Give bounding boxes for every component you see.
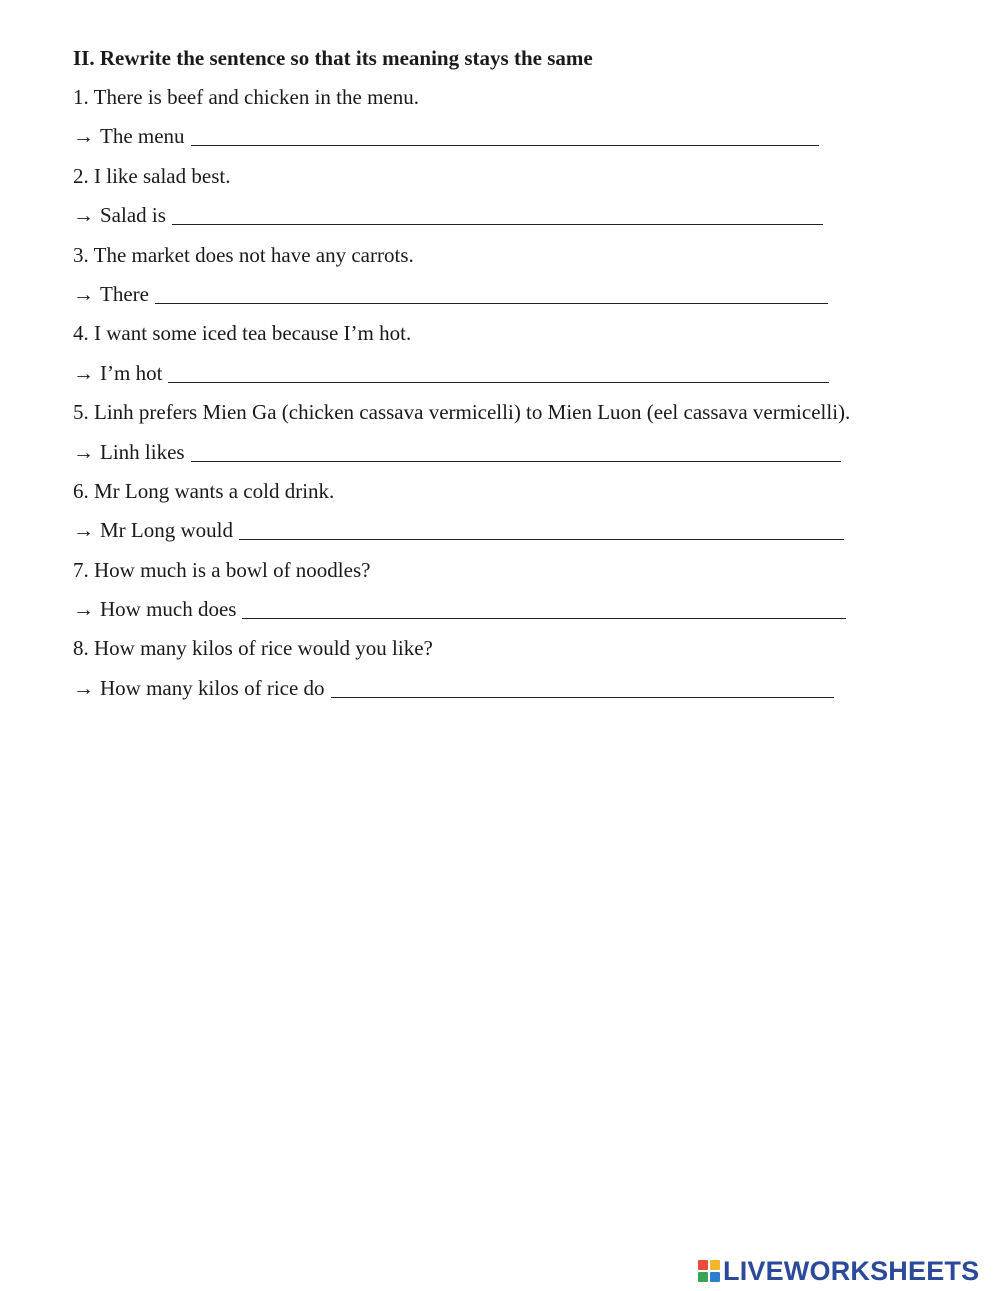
answer-blank[interactable]	[242, 596, 846, 619]
logo-mark-square	[710, 1260, 720, 1270]
answer-line	[73, 675, 973, 714]
question-item	[73, 84, 973, 163]
logo-mark-square	[698, 1272, 708, 1282]
answer-blank[interactable]	[155, 281, 828, 304]
answer-prompt: How much does	[100, 597, 237, 622]
answer-blank[interactable]	[172, 202, 823, 225]
answer-prompt: I’m hot	[100, 360, 163, 385]
question-item	[73, 320, 973, 399]
question-item	[73, 557, 973, 636]
answer-blank[interactable]	[168, 360, 829, 383]
logo-mark-square	[698, 1260, 708, 1270]
question-sentence	[73, 635, 973, 674]
answer-line	[73, 439, 973, 478]
question-sentence	[73, 242, 973, 281]
arrow-icon: →	[73, 203, 94, 228]
question-list	[73, 84, 973, 714]
sentence-text: 7. How much is a bowl of noodles?	[73, 557, 371, 582]
question-sentence	[73, 84, 973, 123]
question-item	[73, 163, 973, 242]
sentence-text: 5. Linh prefers Mien Ga (chicken cassava vermicelli) to Mien Luon (eel cassava vermicelli).	[73, 400, 851, 425]
worksheet-title: II. Rewrite the sentence so that its meaning stays the same	[73, 46, 593, 70]
answer-blank[interactable]	[191, 439, 841, 462]
arrow-icon: →	[73, 281, 94, 306]
question-sentence	[73, 163, 973, 202]
answer-prompt: How many kilos of rice do	[100, 675, 325, 700]
answer-line	[73, 517, 973, 556]
answer-line	[73, 281, 973, 320]
answer-blank[interactable]	[239, 517, 844, 540]
answer-blank[interactable]	[191, 123, 819, 146]
answer-prompt: Mr Long would	[100, 518, 233, 543]
answer-line	[73, 202, 973, 241]
sentence-text: 1. There is beef and chicken in the menu.	[73, 85, 419, 109]
question-item	[73, 242, 973, 321]
logo-text: LIVEWORKSHEETS	[723, 1256, 980, 1286]
sentence-text: 4. I want some iced tea because I’m hot.	[73, 321, 412, 346]
sentence-text: 2. I like salad best.	[73, 163, 231, 188]
arrow-icon: →	[73, 675, 94, 700]
question-item	[73, 399, 973, 478]
liveworksheets-logo	[698, 1255, 979, 1287]
question-item	[73, 478, 973, 557]
sentence-text: 3. The market does not have any carrots.	[73, 242, 414, 267]
answer-line	[73, 123, 973, 162]
answer-prompt: There	[100, 281, 149, 306]
answer-blank[interactable]	[331, 675, 834, 698]
arrow-icon: →	[73, 124, 94, 149]
question-sentence	[73, 399, 973, 438]
arrow-icon: →	[73, 439, 94, 464]
answer-prompt: Linh likes	[100, 439, 185, 464]
arrow-icon: →	[73, 360, 94, 385]
question-sentence	[73, 478, 973, 517]
question-item	[73, 635, 973, 714]
logo-mark-icon	[698, 1260, 720, 1282]
logo-mark-square	[710, 1272, 720, 1282]
sentence-text: 6. Mr Long wants a cold drink.	[73, 478, 335, 503]
question-sentence	[73, 320, 973, 359]
arrow-icon: →	[73, 597, 94, 622]
answer-prompt: The menu	[100, 124, 185, 149]
answer-line	[73, 360, 973, 399]
question-sentence	[73, 557, 973, 596]
sentence-text: 8. How many kilos of rice would you like?	[73, 636, 433, 661]
arrow-icon: →	[73, 518, 94, 543]
answer-prompt: Salad is	[100, 203, 166, 228]
answer-line	[73, 596, 973, 635]
